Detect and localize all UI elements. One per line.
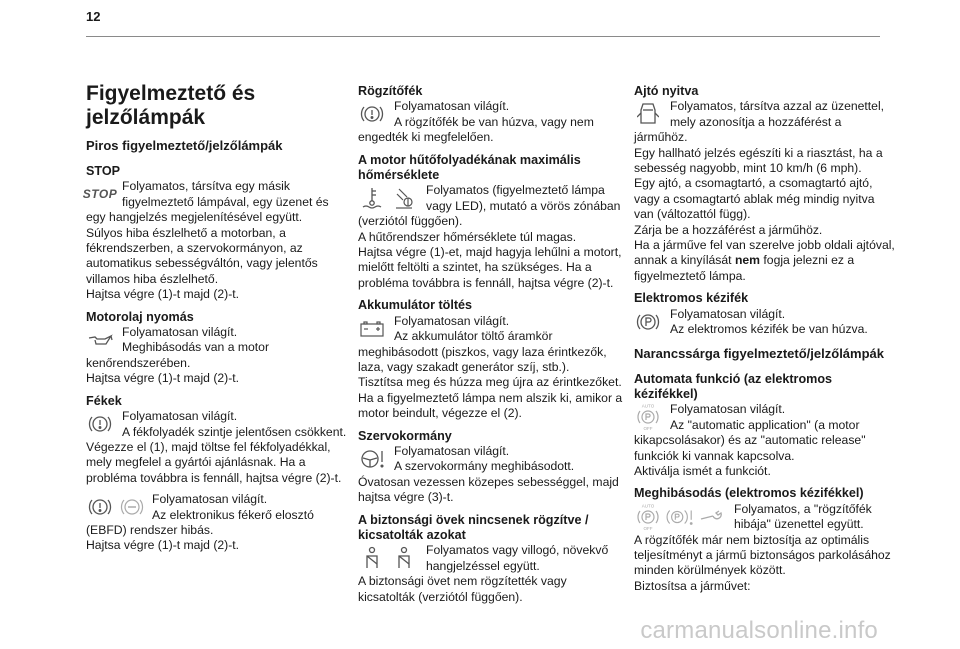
steering-wheel-warning-icon — [358, 445, 386, 473]
seatbelt-icon — [390, 544, 418, 572]
entry-door-open: Folyamatos, társítva azzal az üzenettel, mely azonosítja a hozzáférést a járműhöz. Egy hallható jelzés egészíti ki a riasztást, ha a sebesség nagyobb, mint 10 km/h (6 mph). Egy ajtó, a csomagtartó, a csomagtartó ajtó, vagy a csomagtartó ablak még mindig nyitva van (változattól függ). Zárja be a hozzáférést a járműhöz. Ha a járműve fel van szerelve jobb oldali ajtóval, annak a kinyílását nem fogja jelezni ez a figyelmeztető lámpa. — [634, 99, 895, 283]
brake-warning-icon — [86, 493, 114, 521]
subtitle-red: Piros figyelmeztető/jelzőlámpák — [86, 138, 283, 153]
brake-warning-icon — [86, 410, 114, 438]
oil-can-icon — [86, 326, 114, 354]
stop-icon: STOP — [82, 186, 118, 201]
entry-brakes: Folyamatosan világít. A fékfolyadék szintje jelentősen csökkent. Végezze el (1), majd töltse fel fékfolyadékkal, mely megfelel a gyártói ajánlásnak. Ha a probléma továbbra is fennáll, hajtsa végre (2)-t. — [86, 409, 347, 485]
svg-text:OFF: OFF — [643, 426, 653, 432]
battery-icon — [358, 315, 386, 343]
entry-coolant-temperature: Folyamatos (figyelmeztető lámpa vagy LED), mutató a vörös zónában (verziótól függően). A hűtőrendszer hőmérséklete túl magas. Hajtsa végre (1)-et, majd hagyja lehűlni a motort, mielőtt feltölti a szintet, ha szükséges. Ha a probléma továbbra is fennáll, hajtsa végre (2)-t. — [358, 183, 622, 290]
heading-fault-epb: Meghibásodás (elektromos kézifékkel) — [634, 486, 864, 501]
entry-battery-charge: Folyamatosan világít. Az akkumulátor töltő áramkör meghibásodott (piszkos, vagy laza érintkezők, laza, vagy szakadt generátor szíj, stb.). Tisztítsa meg és húzza meg újra az érintkezőket. Ha a figyelmeztető lámpa nem alszik ki, amikor a motor beindult, végezze el (2). — [358, 313, 623, 421]
parking-brake-icon — [358, 100, 386, 128]
heading-battery-charge: Akkumulátor töltés — [358, 298, 473, 313]
page-number: 12 — [86, 9, 101, 24]
page-title: Figyelmeztető és jelzőlámpák — [86, 82, 256, 129]
heading-electric-parking-brake: Elektromos kézifék — [634, 291, 749, 306]
column-2 — [358, 80, 624, 605]
heading-power-steering: Szervokormány — [358, 428, 452, 443]
heading-brakes: Fékek — [86, 393, 122, 408]
column-1 — [82, 80, 348, 554]
entry-oil-pressure: Folyamatosan világít. Meghibásodás van a motor kenőrendszerében. Hajtsa végre (1)-t majd (2)-t. — [86, 325, 270, 386]
seatbelt-icon — [358, 544, 386, 572]
wrench-icon — [698, 503, 726, 531]
heading-seatbelt: A biztonsági övek nincsenek rögzítve / kicsatolták azokat — [358, 512, 589, 542]
heading-parking-brake: Rögzítőfék — [358, 84, 423, 98]
svg-text:OFF: OFF — [643, 525, 653, 531]
heading-oil-pressure: Motorolaj nyomás — [86, 309, 194, 324]
entry-stop: STOP Folyamatos, társítva egy másik figyelmeztető lámpával, egy üzenet és egy hangjelzés megjelenítésével együtt. Súlyos hiba észlelhető a motorban, a fékrendszerben, a szervokormányon, az automatikus sebességváltón, vagy jelentős villamos hiba észlelhető. Hajtsa végre (1)-t majd (2)-t. — [82, 179, 329, 302]
auto-off-icon — [634, 503, 662, 531]
entry-power-steering: Folyamatosan világít. A szervokormány meghibásodott. Óvatosan vezessen közepes sebességgel, majd hajtsa végre (3)-t. — [358, 443, 619, 505]
coolant-led-icon — [390, 184, 418, 212]
svg-text:AUTO: AUTO — [641, 503, 655, 509]
auto-off-icon — [634, 403, 662, 431]
entry-auto-function: AUTO OFF Folyamatosan világít. Az "automatic application" (a motor kikapcsolásakor) és az "automatic release" funkciók ki vannak kapcsolva. Aktiválja ismét a funkciót. — [634, 402, 866, 478]
door-open-car-icon — [634, 100, 662, 128]
heading-auto-function: Automata funkció (az elektromos kézifékkel) — [634, 371, 833, 401]
entry-fault-epb: AUTO OFF Folyamatos, a "rögzítőfék hibája" üzenettel együtt. A rögzítőfék már nem biztosítja az optimális teljesítményt a jármű biztonságos parkolásához minden körülmények között. Biztosítsa a járművet: — [634, 501, 891, 593]
column-3 — [634, 80, 896, 594]
coolant-temperature-icon — [358, 184, 386, 212]
entry-parking-brake: Folyamatosan világít. A rögzítőfék be van húzva, vagy nem engedték ki megfelelően. — [358, 99, 594, 145]
heading-coolant-temperature: A motor hűtőfolyadékának maximális hőmérséklete — [358, 152, 581, 183]
header-rule — [86, 36, 880, 37]
abs-icon — [118, 493, 146, 521]
entry-ebfd: Folyamatosan világít. Az elektronikus fékerő elosztó (EBFD) rendszer hibás. Hajtsa végre (1)-t majd (2)-t. — [86, 492, 314, 553]
svg-text:AUTO: AUTO — [641, 403, 655, 409]
entry-seatbelt: Folyamatos vagy villogó, növekvő hangjelzéssel együtt. A biztonsági övet nem rögzítették vagy kicsatolták (verziótól függően). — [358, 543, 609, 604]
entry-electric-parking-brake: Folyamatosan világít. Az elektromos kézifék be van húzva. — [634, 307, 896, 338]
parking-p-icon — [634, 308, 662, 336]
heading-door-open: Ajtó nyitva — [634, 84, 699, 98]
watermark: carmanualsonline.info — [640, 617, 878, 644]
parking-fault-icon — [666, 503, 694, 531]
subtitle-orange: Narancssárga figyelmeztető/jelzőlámpák — [634, 345, 884, 361]
heading-stop: STOP — [86, 164, 121, 178]
